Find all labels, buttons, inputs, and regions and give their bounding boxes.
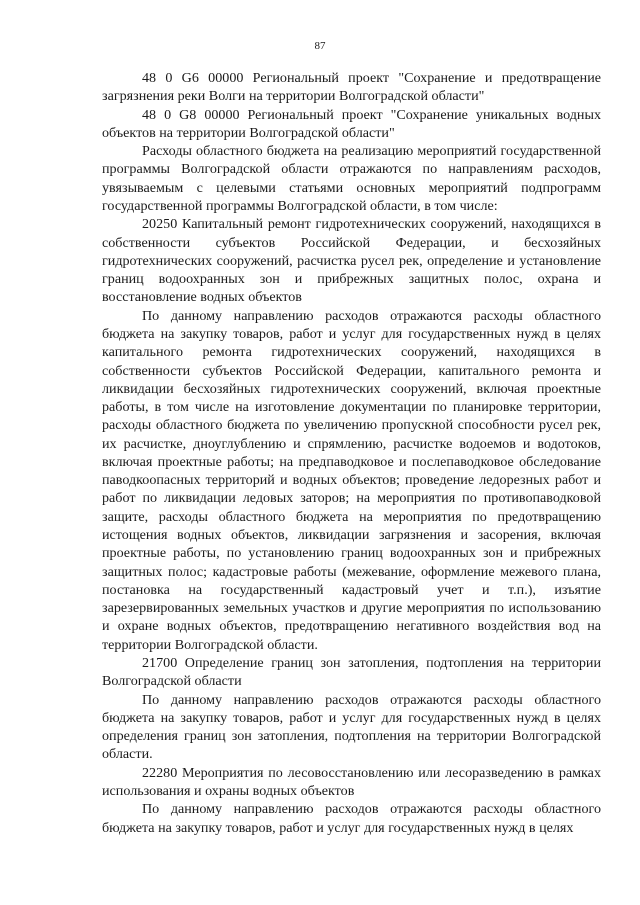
paragraph-22280-description: По данному направлению расходов отражаются расходы областного бюджета на закупку товаров, работ и услуг для государственных нужд в целях (102, 801, 601, 836)
paragraph-g6-project: 48 0 G6 00000 Региональный проект "Сохранение и предотвращение загрязнения реки Волги на территории Волгоградской области" (102, 70, 601, 105)
paragraph-21700-description: По данному направлению расходов отражаются расходы областного бюджета на закупку товаров, работ и услуг для государственных нужд в целях определения границ зон затопления, подтопления на территории Волгоградской области. (102, 691, 601, 763)
body-text (102, 69, 601, 837)
paragraph-22280-heading: 22280 Мероприятия по лесовосстановлению или лесоразведению в рамках использования и охраны водных объектов (102, 764, 601, 799)
paragraph-g8-project: 48 0 G8 00000 Региональный проект "Сохранение уникальных водных объектов на территории Волгоградской области" (102, 106, 601, 141)
paragraph-20250-description: По данному направлению расходов отражаются расходы областного бюджета на закупку товаров, работ и услуг для государственных нужд в целях капитального ремонта гидротехнических сооружений, находящихся в собственности субъектов Российской Федерации, капитального ремонта и ликвидации бесхозяйных гидротехнических сооружений, включая проектные работы, в том числе на изготовление документации по планировке территории, расходы областного бюджета по увеличению пропускной способности русел рек, их расчистке, дноуглублению и спрямлению, расчистке водоемов и водотоков, включая проектные работы; на предпаводковое и послепаводковое обследование паводкоопасных территорий и водных объектов; проведение ледорезных работ и работ по ликвидации ледовых заторов; на мероприятия по противопаводковой защите, расходы областного бюджета на мероприятия по предотвращению истощения водных объектов, ликвидации загрязнения и засорения, включая проектные работы, по установлению границ водоохранных зон и прибрежных защитных полос; кадастровые работы (межевание, оформление межевого плана, постановка на государственный кадастровый учет и т.п.), изъятие зарезервированных земельных участков и другие мероприятия по использованию и охране водных объектов, предотвращению негативного воздействия вод на территории Волгоградской области. (102, 307, 601, 653)
page-number: 87 (314, 40, 326, 52)
paragraph-21700-heading: 21700 Определение границ зон затопления, подтопления на территории Волгоградской области (102, 655, 601, 690)
paragraph-expenses-intro: Расходы областного бюджета на реализацию мероприятий государственной программы Волгоградской области отражаются по направлениям расходов, увязываемым с целевыми статьями основных мероприятий подпрограмм государственной программы Волгоградской области, в том числе: (102, 143, 601, 214)
paragraph-20250-heading: 20250 Капитальный ремонт гидротехнических сооружений, находящихся в собственности субъектов Российской Федерации, и бесхозяйных гидротехнических сооружений, расчистка русел рек, определение и установление границ водоохранных зон и прибрежных защитных полос, охрана и восстановление водных объектов (102, 216, 601, 306)
